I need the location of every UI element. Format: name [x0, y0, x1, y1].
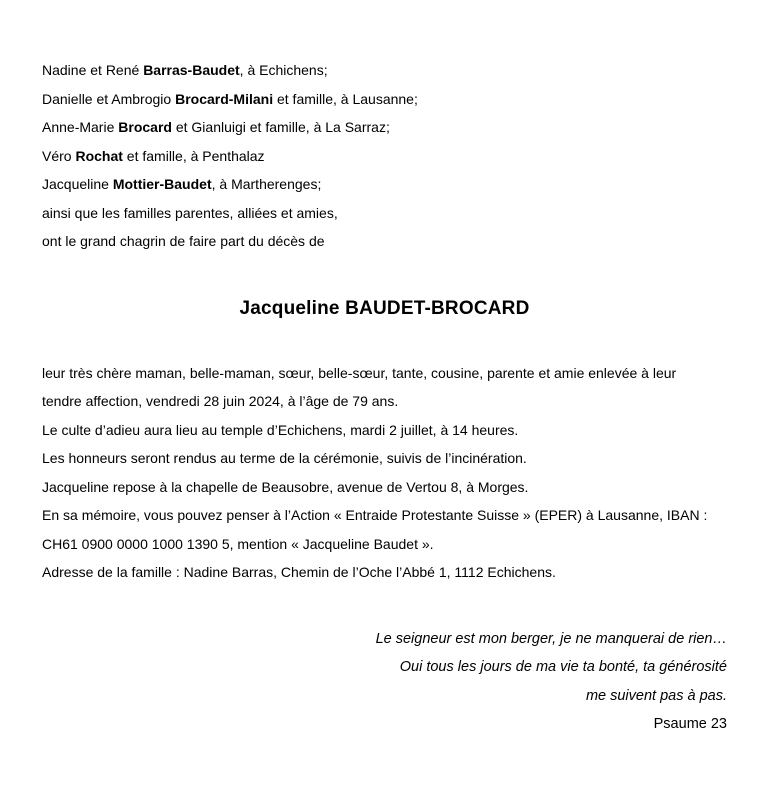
family-line-text: et famille, à Lausanne; — [273, 90, 418, 107]
family-line-6 — [42, 199, 727, 228]
family-line-2 — [42, 85, 727, 114]
family-line-1 — [42, 56, 727, 85]
body-line-1: leur très chère maman, belle-maman, sœur, belle-sœur, tante, cousine, parente et amie enlevée à leur — [42, 364, 677, 381]
announcement-line — [42, 227, 727, 256]
family-list — [42, 56, 727, 256]
body-line-5: Jacqueline repose à la chapelle de Beausobre, avenue de Vertou 8, à Morges. — [42, 478, 529, 495]
family-line-4 — [42, 142, 727, 171]
family-name: Brocard-Milani — [175, 90, 274, 107]
family-line-text: , à Echichens; — [239, 62, 328, 78]
family-line-text: , à Martherenges; — [211, 176, 322, 192]
family-line-text: Nadine et René — [42, 62, 144, 78]
body-line-6: En sa mémoire, vous pouvez penser à l’Action « Entraide Protestante Suisse » (EPER) à Lausanne, IBAN : — [42, 507, 708, 523]
quote-line-1: Le seigneur est mon berger, je ne manquerai de rien… — [375, 630, 727, 647]
announcement-line-text: ont le grand chagrin de faire part du décès de — [42, 233, 325, 249]
body-line-8: Adresse de la famille : Nadine Barras, Chemin de l’Oche l’Abbé 1, 1112 Echichens. — [42, 564, 556, 580]
quote-line-2: Oui tous les jours de ma vie ta bonté, ta générosité — [399, 659, 727, 675]
family-name: Rochat — [75, 147, 123, 164]
family-line-text: Jacqueline — [42, 176, 113, 192]
family-line-text: Véro — [42, 147, 76, 164]
psalm-attribution: Psaume 23 — [653, 716, 727, 732]
family-line-text: et Gianluigi et famille, à La Sarraz; — [171, 119, 390, 135]
family-name: Brocard — [118, 119, 172, 135]
body-line-7: CH61 0900 0000 1000 1390 5, mention « Jacqueline Baudet ». — [42, 535, 434, 552]
body-line-3: Le culte d’adieu aura lieu au temple d’Echichens, mardi 2 juillet, à 14 heures. — [42, 421, 519, 438]
psalm-quote — [42, 625, 727, 739]
family-name: Barras-Baudet — [143, 62, 240, 78]
family-name: Mottier-Baudet — [112, 176, 212, 192]
family-line-text: Anne-Marie — [42, 119, 119, 135]
family-line-text: ainsi que les familles parentes, alliées et amies, — [42, 204, 338, 221]
family-line-5 — [42, 170, 727, 199]
family-line-text: et famille, à Penthalaz — [122, 147, 265, 164]
body-line-4: Les honneurs seront rendus au terme de la cérémonie, suivis de l’incinération. — [42, 450, 527, 466]
body-line-2: tendre affection, vendredi 28 juin 2024, à l’âge de 79 ans. — [42, 393, 399, 409]
deceased-name-title: Jacqueline BAUDET-BROCARD — [239, 297, 530, 319]
quote-line-3: me suivent pas à pas. — [585, 687, 727, 704]
family-line-text: Danielle et Ambrogio — [42, 90, 176, 107]
announcement-body — [42, 359, 727, 587]
family-line-3 — [42, 113, 727, 142]
